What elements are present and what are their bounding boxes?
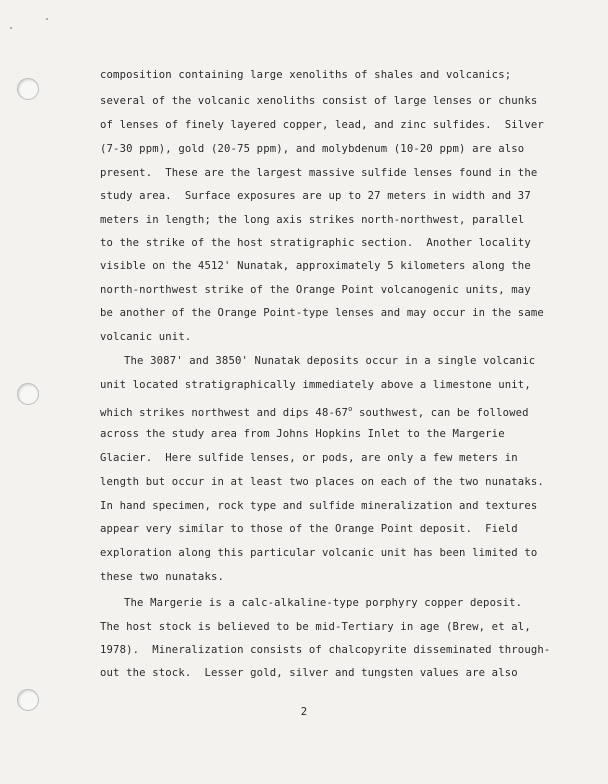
paragraph-line: composition containing large xenoliths of shales and volcanics; (100, 69, 512, 81)
paragraph-line: volcanic unit. (100, 331, 192, 343)
paragraph-line: Glacier. Here sulfide lenses, or pods, are only a few meters in (100, 452, 518, 464)
paragraph-line: study area. Surface exposures are up to 27 meters in width and 37 (100, 190, 531, 202)
paper-speck (10, 27, 12, 29)
paragraph-line: to the strike of the host stratigraphic section. Another locality (100, 237, 531, 249)
text-segment: southwest, can be followed (352, 407, 529, 419)
paragraph-line: (7-30 ppm), gold (20-75 ppm), and molybdenum (10-20 ppm) are also (100, 143, 525, 155)
degree-superscript: o (348, 405, 353, 413)
paragraph-line: appear very similar to those of the Orange Point deposit. Field (100, 523, 518, 535)
paragraph-line: several of the volcanic xenoliths consist of large lenses or chunks (100, 95, 538, 107)
paragraph-line: The host stock is believed to be mid-Tertiary in age (Brew, et al, (100, 621, 531, 633)
paragraph-line: 1978). Mineralization consists of chalcopyrite disseminated through- (100, 644, 551, 656)
paragraph-line: these two nunataks. (100, 571, 225, 583)
page-number: 2 (300, 706, 308, 718)
paragraph-line-with-superscript (100, 402, 529, 420)
paragraph-line: across the study area from Johns Hopkins Inlet to the Margerie (100, 428, 505, 440)
paragraph-line: north-northwest strike of the Orange Point volcanogenic units, may (100, 284, 531, 296)
paragraph-line: exploration along this particular volcanic unit has been limited to (100, 547, 538, 559)
paragraph-line: The 3087' and 3850' Nunatak deposits occur in a single volcanic (124, 355, 536, 367)
paragraph-line: length but occur in at least two places on each of the two nunataks. (100, 476, 544, 488)
paragraph-line: visible on the 4512' Nunatak, approximately 5 kilometers along the (100, 260, 531, 272)
paragraph-line: of lenses of finely layered copper, lead, and zinc sulfides. Silver (100, 119, 544, 131)
binder-hole-top (17, 78, 39, 100)
text-segment: which strikes northwest and dips 48-67 (100, 407, 349, 419)
paragraph-line: unit located stratigraphically immediately above a limestone unit, (100, 379, 531, 391)
paragraph-line: present. These are the largest massive sulfide lenses found in the (100, 167, 538, 179)
paragraph-line: out the stock. Lesser gold, silver and tungsten values are also (100, 667, 518, 679)
paragraph-line: meters in length; the long axis strikes north-northwest, parallel (100, 214, 525, 226)
paragraph-line: be another of the Orange Point-type lenses and may occur in the same (100, 307, 544, 319)
paragraph-line: The Margerie is a calc-alkaline-type porphyry copper deposit. (124, 597, 523, 609)
paper-speck (46, 18, 48, 20)
binder-hole-middle (17, 383, 39, 405)
paragraph-line: In hand specimen, rock type and sulfide mineralization and textures (100, 500, 538, 512)
